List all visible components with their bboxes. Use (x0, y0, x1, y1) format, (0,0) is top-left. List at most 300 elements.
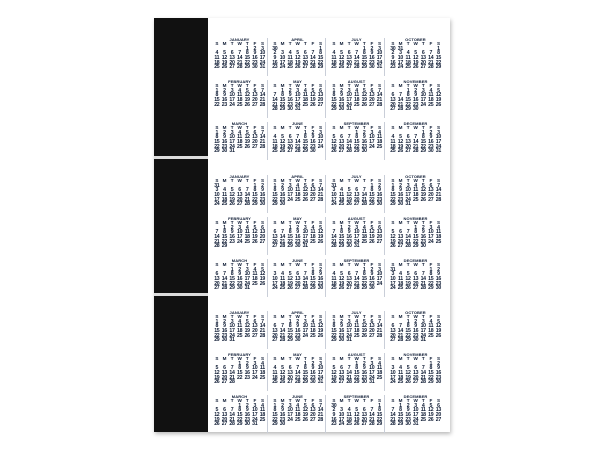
day-cell: 20 (376, 234, 382, 241)
day-cell: 20 (338, 374, 344, 381)
day-cell: 10 (346, 92, 352, 99)
day-cell: 15 (353, 370, 360, 377)
day-cell: 3 (421, 318, 425, 325)
day-cell: 6 (288, 134, 292, 141)
day-cell: 5 (340, 271, 343, 278)
day-cell: 20 (353, 196, 360, 203)
day-cell: 6 (355, 187, 358, 194)
day-cell: 15 (435, 55, 441, 62)
day-cell: 17 (214, 196, 220, 203)
month-calendar (212, 259, 268, 297)
day-grid (330, 315, 384, 343)
day-cell: 9 (437, 271, 440, 278)
day-cell: 10 (236, 229, 243, 236)
day-cell: 12 (405, 276, 411, 283)
day-cell: 14 (376, 323, 382, 330)
day-cell: 15 (287, 328, 293, 335)
day-cell: 19 (420, 192, 426, 199)
day-cell: 2 (391, 50, 395, 57)
day-cell: 18 (236, 328, 243, 335)
day-cell: 16 (361, 370, 367, 377)
weekday-label: S (215, 398, 219, 403)
day-cell: 9 (399, 187, 402, 194)
day-cell: 18 (272, 143, 278, 150)
day-cell: 5 (261, 266, 264, 273)
day-cell: 26 (338, 285, 344, 292)
weekday-label: S (377, 314, 381, 319)
day-cell: 24 (244, 280, 250, 287)
day-cell: 13 (310, 187, 316, 194)
weekday-label: W (295, 220, 300, 225)
weekday-label: M (222, 83, 227, 88)
day-cell: 6 (215, 271, 219, 278)
weekday-label: S (215, 262, 219, 267)
day-cell: 6 (288, 365, 292, 372)
day-cell: 25 (331, 285, 337, 292)
day-cell: 21 (346, 374, 352, 381)
day-cell: 11 (272, 370, 278, 377)
day-cell: 10 (294, 92, 301, 99)
day-cell: 16 (369, 276, 375, 283)
day-cell: 9 (261, 187, 264, 194)
month-calendar (388, 353, 443, 391)
weekday-label: S (318, 83, 322, 88)
day-cell: 29 (331, 106, 337, 113)
day-cell: 14 (346, 370, 352, 377)
weekday-label: M (222, 356, 227, 361)
day-cell: 24 (317, 374, 323, 381)
day-cell: 7 (355, 50, 358, 57)
calendar-block (212, 175, 446, 293)
day-cell: 11 (259, 365, 265, 372)
day-cell: 15 (331, 328, 337, 335)
day-cell: 1 (429, 360, 433, 367)
day-cell: 8 (281, 92, 284, 99)
weekday-label: S (377, 220, 381, 225)
weekday-label: S (215, 178, 219, 183)
day-cell (309, 422, 317, 427)
sidebar-separator (154, 156, 208, 159)
day-cell: 7 (223, 271, 226, 278)
day-cell: 22 (353, 374, 360, 381)
day-cell: 25 (361, 238, 367, 245)
day-cell: 13 (390, 97, 396, 104)
weekday-label: F (311, 125, 315, 130)
day-cell: 15 (244, 55, 250, 62)
day-cell: 7 (378, 318, 381, 325)
day-cell: 17 (302, 328, 308, 335)
day-cell (317, 202, 325, 207)
day-cell: 20 (214, 280, 220, 287)
weekday-label: T (421, 41, 425, 46)
day-cell: 31 (420, 337, 426, 344)
day-cell: 22 (397, 416, 403, 423)
weekday-label: T (347, 314, 351, 319)
day-cell: 17 (369, 370, 375, 377)
day-cell: 18 (272, 374, 278, 381)
day-cell: 15 (390, 192, 396, 199)
day-cell: 29 (331, 337, 337, 344)
day-grid (213, 84, 267, 112)
day-cell: 1 (215, 318, 219, 325)
day-cell: 1 (437, 45, 440, 52)
weekday-label: T (421, 83, 425, 88)
day-cell: 27 (317, 101, 323, 108)
day-cell: 2 (223, 87, 226, 94)
month-name: JUNE (291, 122, 304, 126)
month-name: JANUARY (229, 38, 250, 42)
day-cell: 30 (279, 201, 285, 208)
day-cell: 14 (272, 97, 278, 104)
day-cell: 27 (346, 285, 352, 292)
day-cell: 4 (261, 402, 264, 409)
day-cell: 19 (221, 59, 227, 66)
weekday-label: M (339, 398, 344, 403)
day-cell: 21 (397, 332, 403, 339)
day-cell: 9 (281, 187, 284, 194)
day-cell: 16 (229, 234, 235, 241)
day-cell: 1 (223, 224, 226, 231)
day-cell: 27 (369, 101, 375, 108)
day-cell (309, 202, 317, 207)
day-cell: 12 (405, 370, 411, 377)
day-cell: 5 (421, 182, 425, 189)
day-cell: 20 (397, 238, 403, 245)
day-cell: 10 (390, 276, 396, 283)
day-cell: 3 (319, 129, 322, 136)
day-cell: 3 (429, 224, 433, 231)
day-cell: 7 (347, 365, 351, 372)
day-cell: 21 (405, 238, 411, 245)
day-cell: 7 (332, 229, 336, 236)
day-cell: 19 (279, 374, 285, 381)
day-cell: 17 (229, 328, 235, 335)
day-cell: 7 (378, 87, 381, 94)
day-cell: 31 (229, 337, 235, 344)
month-name: APRIL (291, 38, 304, 42)
day-cell: 1 (215, 129, 219, 136)
day-cell: 9 (281, 407, 284, 414)
day-cell: 10 (287, 407, 293, 414)
day-cell: 1 (319, 45, 322, 52)
month-calendar (329, 217, 385, 255)
month-name: MARCH (231, 259, 248, 263)
day-cell: 25 (259, 374, 265, 381)
day-cell: 21 (272, 101, 278, 108)
day-cell: 27 (405, 148, 411, 155)
weekday-label: S (332, 356, 336, 361)
day-cell: 30 (397, 201, 403, 208)
weekday-label: T (245, 41, 249, 46)
day-cell (294, 422, 302, 427)
day-cell: 21 (317, 192, 323, 199)
day-cell: 12 (310, 92, 316, 99)
day-grid (271, 179, 325, 207)
day-cell: 18 (294, 192, 301, 199)
day-cell: 22 (412, 238, 419, 245)
day-cell: 16 (244, 370, 250, 377)
day-cell: 26 (259, 280, 265, 287)
day-cell: 12 (302, 187, 308, 194)
day-cell: 29 (229, 285, 235, 292)
day-cell: 4 (303, 87, 307, 94)
day-cell: 30 (272, 45, 278, 52)
weekday-label: T (303, 125, 307, 130)
day-cell: 23 (279, 196, 285, 203)
day-grid (213, 399, 267, 427)
day-cell: 16 (338, 328, 344, 335)
day-cell: 23 (229, 238, 235, 245)
day-cell: 21 (376, 328, 382, 335)
day-cell: 14 (317, 187, 323, 194)
day-cell: 30 (294, 337, 301, 344)
day-cell: 8 (238, 407, 241, 414)
day-cell: 29 (310, 285, 316, 292)
day-cell: 6 (406, 134, 410, 141)
day-cell: 14 (294, 139, 301, 146)
day-cell (435, 244, 443, 249)
day-cell: 12 (279, 370, 285, 377)
day-cell: 14 (229, 370, 235, 377)
day-cell: 4 (378, 129, 381, 136)
day-cell: 5 (355, 407, 358, 414)
day-cell: 8 (288, 229, 292, 236)
day-cell (353, 107, 361, 112)
day-cell: 3 (253, 402, 257, 409)
day-cell: 25 (236, 101, 243, 108)
weekday-label: T (362, 356, 366, 361)
day-cell: 7 (399, 92, 402, 99)
day-cell: 12 (346, 192, 352, 199)
day-cell: 17 (376, 276, 382, 283)
day-cell (301, 202, 309, 207)
day-cell: 31 (214, 182, 220, 189)
day-cell: 4 (347, 407, 351, 414)
day-cell: 6 (370, 87, 374, 94)
day-cell: 6 (230, 50, 234, 57)
day-cell (435, 107, 443, 112)
day-cell: 26 (331, 379, 337, 386)
day-cell: 9 (273, 55, 277, 62)
day-cell: 30 (331, 402, 337, 409)
day-cell: 2 (429, 129, 433, 136)
day-cell: 8 (273, 407, 277, 414)
day-cell: 4 (311, 224, 315, 231)
day-cell: 18 (376, 370, 382, 377)
day-cell: 10 (405, 187, 411, 194)
day-cell: 23 (279, 416, 285, 423)
day-cell: 1 (414, 224, 417, 231)
day-cell: 6 (311, 182, 315, 189)
day-cell: 10 (302, 323, 308, 330)
day-cell: 10 (287, 187, 293, 194)
day-cell: 30 (412, 106, 419, 113)
day-cell: 20 (287, 143, 293, 150)
day-cell: 2 (296, 318, 299, 325)
day-cell: 1 (362, 45, 366, 52)
weekday-label: F (311, 398, 315, 403)
day-cell: 29 (353, 148, 360, 155)
day-cell: 11 (346, 412, 352, 419)
day-cell: 26 (252, 238, 258, 245)
weekday-label: S (215, 83, 219, 88)
weekday-label: T (406, 41, 410, 46)
weekday-label: T (362, 178, 366, 183)
day-cell: 15 (221, 234, 227, 241)
weekday-label: T (303, 220, 307, 225)
day-cell: 16 (435, 276, 441, 283)
day-cell: 10 (229, 323, 235, 330)
day-cell: 9 (391, 55, 395, 62)
day-cell: 28 (405, 243, 411, 250)
day-cell: 7 (355, 271, 358, 278)
day-cell: 6 (311, 402, 315, 409)
day-cell: 7 (362, 187, 366, 194)
weekday-label: T (362, 398, 366, 403)
day-cell: 23 (361, 143, 367, 150)
day-cell: 2 (223, 318, 226, 325)
day-cell: 16 (310, 139, 316, 146)
weekday-label: M (339, 262, 344, 267)
weekday-label: T (288, 41, 292, 46)
weekday-label: T (406, 220, 410, 225)
weekday-label: S (377, 41, 381, 46)
day-cell: 30 (252, 64, 258, 71)
day-cell (259, 380, 267, 385)
day-cell: 7 (238, 50, 241, 57)
weekday-label: M (222, 262, 227, 267)
day-cell: 14 (221, 276, 227, 283)
day-cell: 25 (405, 64, 411, 71)
day-cell: 22 (302, 143, 308, 150)
day-cell: 16 (244, 412, 250, 419)
day-cell: 10 (259, 50, 265, 57)
month-name: APRIL (291, 175, 304, 179)
weekday-label: T (362, 41, 366, 46)
day-cell: 17 (252, 412, 258, 419)
month-name: SEPTEMBER (343, 122, 370, 126)
day-cell: 18 (244, 234, 250, 241)
day-cell: 22 (420, 143, 426, 150)
day-cell: 10 (435, 134, 441, 141)
day-cell: 2 (245, 360, 249, 367)
day-cell: 3 (347, 87, 351, 94)
day-grid (271, 399, 325, 427)
weekday-label: F (253, 398, 257, 403)
day-cell: 10 (229, 134, 235, 141)
day-cell: 26 (287, 285, 293, 292)
day-cell: 24 (287, 416, 293, 423)
weekday-label: F (370, 178, 374, 183)
day-cell: 27 (338, 379, 344, 386)
day-cell: 6 (391, 92, 395, 99)
day-cell: 2 (238, 266, 241, 273)
day-cell: 12 (221, 55, 227, 62)
weekday-label: M (398, 314, 403, 319)
weekday-label: T (288, 314, 292, 319)
day-cell: 2 (406, 402, 410, 409)
day-cell: 12 (369, 229, 375, 236)
day-cell: 4 (378, 360, 381, 367)
day-cell: 6 (261, 224, 264, 231)
calendar-block (212, 38, 446, 156)
day-cell: 29 (353, 379, 360, 386)
day-cell: 22 (214, 101, 220, 108)
weekday-label: T (347, 178, 351, 183)
day-cell: 26 (338, 64, 344, 71)
day-cell: 25 (244, 238, 250, 245)
day-cell: 11 (272, 139, 278, 146)
day-cell: 8 (355, 365, 358, 372)
weekday-label: M (398, 356, 403, 361)
day-cell: 30 (221, 148, 227, 155)
day-cell: 10 (353, 229, 360, 236)
day-cell: 5 (362, 87, 366, 94)
day-cell: 14 (294, 370, 301, 377)
day-cell: 31 (435, 148, 441, 155)
black-sidebar (154, 18, 208, 432)
day-cell: 20 (338, 143, 344, 150)
day-cell: 5 (362, 318, 366, 325)
day-cell: 31 (331, 182, 337, 189)
day-cell: 21 (428, 59, 434, 66)
day-cell: 21 (259, 97, 265, 104)
month-calendar (329, 38, 385, 76)
day-cell: 1 (406, 318, 410, 325)
day-cell: 23 (338, 332, 344, 339)
day-cell: 13 (346, 55, 352, 62)
day-cell: 14 (397, 328, 403, 335)
day-cell: 23 (435, 280, 441, 287)
day-cell (251, 244, 259, 249)
day-cell: 26 (279, 148, 285, 155)
day-cell: 3 (230, 129, 234, 136)
day-cell: 4 (253, 266, 257, 273)
day-cell (412, 202, 420, 207)
day-cell: 10 (331, 192, 337, 199)
day-cell: 4 (223, 187, 226, 194)
day-cell: 28 (317, 196, 323, 203)
weekday-label: M (280, 125, 285, 130)
day-cell: 8 (238, 365, 241, 372)
weekday-label: S (377, 83, 381, 88)
day-cell: 11 (435, 229, 441, 236)
day-cell: 8 (391, 187, 395, 194)
weekday-label: T (303, 83, 307, 88)
day-cell: 28 (397, 337, 403, 344)
day-cell: 13 (376, 229, 382, 236)
day-cell: 13 (252, 323, 258, 330)
day-cell: 25 (435, 238, 441, 245)
day-cell: 23 (369, 280, 375, 287)
day-grid (330, 179, 384, 207)
day-cell: 19 (361, 328, 367, 335)
day-cell: 12 (338, 55, 344, 62)
day-cell: 2 (296, 224, 299, 231)
day-cell: 11 (331, 276, 337, 283)
day-cell: 27 (397, 243, 403, 250)
day-cell (259, 286, 267, 291)
day-cell: 20 (252, 139, 258, 146)
weekday-label: S (260, 220, 264, 225)
month-name: DECEMBER (403, 122, 428, 126)
day-cell (419, 202, 427, 207)
day-cell: 26 (244, 332, 250, 339)
weekday-label: T (347, 41, 351, 46)
day-cell (301, 338, 309, 343)
weekday-label: T (288, 178, 292, 183)
day-cell (251, 286, 259, 291)
